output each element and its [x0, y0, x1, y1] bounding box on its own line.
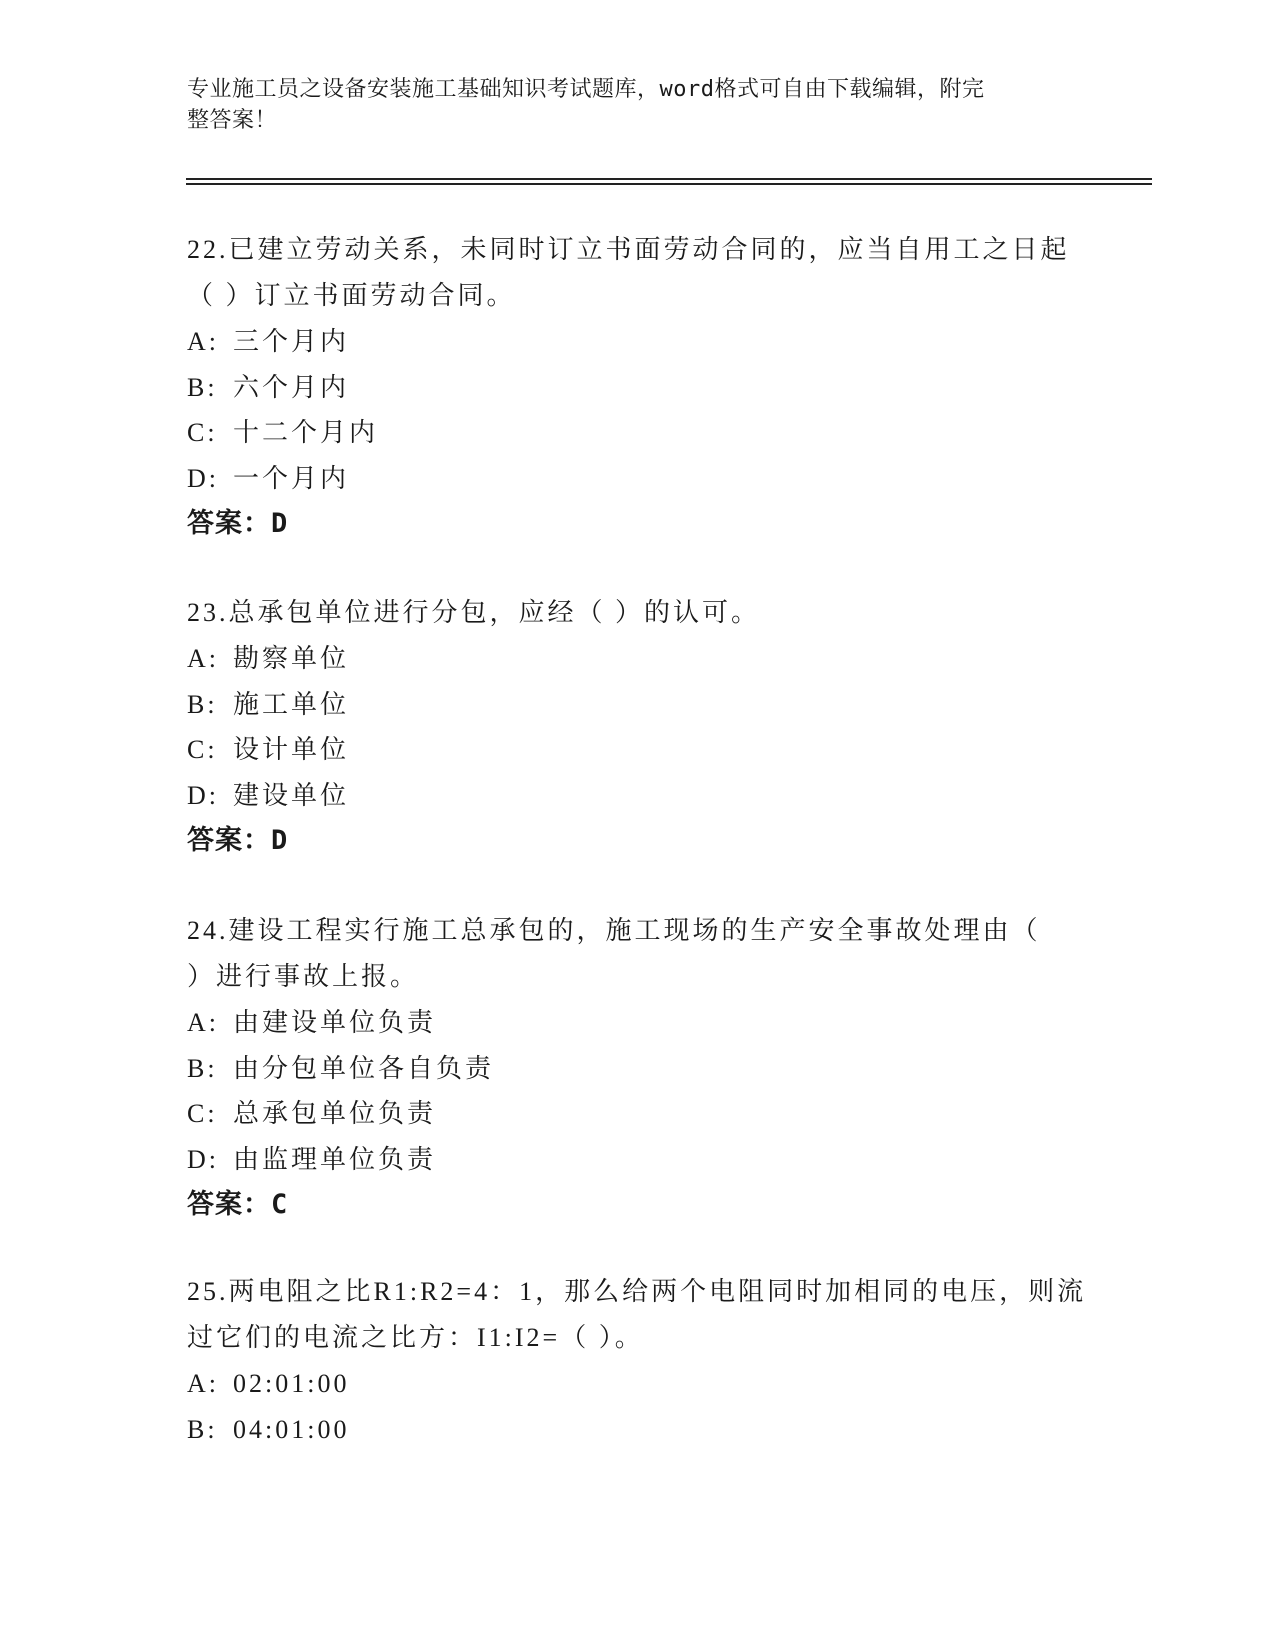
header-line-1: 专业施工员之设备安装施工基础知识考试题库，word格式可自由下载编辑，附完: [187, 77, 985, 102]
option-key: A:: [187, 644, 219, 673]
option-text: 总承包单位负责: [233, 1099, 437, 1128]
option-b: [187, 365, 1087, 411]
option-a: [187, 636, 1087, 682]
option-text: 02:01:00: [233, 1369, 350, 1398]
option-text: 04:01:00: [233, 1414, 350, 1444]
option-d: [187, 1137, 1087, 1183]
option-a: [187, 1361, 1087, 1407]
option-c: [187, 727, 1087, 773]
answer: 答案：D: [187, 508, 289, 539]
option-text: 由监理单位负责: [233, 1144, 437, 1174]
question-stem-line: 过它们的电流之比方：I1:I2=（ ）。: [187, 1323, 644, 1352]
question-25: [187, 1269, 1087, 1452]
option-key: D:: [187, 780, 219, 810]
question-22: [187, 227, 1087, 547]
question-stem-line: （ ）订立书面劳动合同。: [187, 281, 516, 310]
question-24: [187, 908, 1087, 1228]
option-key: A:: [187, 1008, 219, 1037]
option-d: [187, 456, 1087, 502]
option-a: [187, 1000, 1087, 1046]
option-text: 建设单位: [233, 780, 350, 810]
option-text: 十二个月内: [233, 418, 379, 447]
option-b: [187, 1407, 1087, 1453]
option-text: 勘察单位: [233, 644, 350, 673]
answer: 答案：C: [187, 1189, 289, 1220]
option-key: A:: [187, 1369, 219, 1398]
question-stem-line: 22.已建立劳动关系，未同时订立书面劳动合同的，应当自用工之日起: [187, 235, 1070, 264]
header-divider-top: [186, 178, 1152, 180]
option-key: B:: [187, 372, 218, 402]
document-header: [187, 74, 1067, 136]
question-stem-line: 23.总承包单位进行分包，应经（ ）的认可。: [187, 598, 761, 627]
option-text: 施工单位: [233, 689, 350, 719]
option-key: B:: [187, 1414, 218, 1444]
option-text: 设计单位: [233, 735, 350, 764]
option-text: 一个月内: [233, 463, 350, 493]
question-23: [187, 590, 1087, 864]
option-key: B:: [187, 1053, 218, 1083]
option-a: [187, 319, 1087, 365]
option-key: B:: [187, 689, 218, 719]
answer: 答案：D: [187, 825, 289, 856]
option-b: [187, 682, 1087, 728]
question-stem-line: 25.两电阻之比R1:R2=4：1，那么给两个电阻同时加相同的电压，则流: [187, 1277, 1087, 1306]
option-text: 由分包单位各自负责: [233, 1053, 495, 1083]
question-stem-line: ）进行事故上报。: [187, 962, 420, 991]
option-text: 六个月内: [233, 372, 350, 402]
header-line-2: 整答案！: [187, 108, 278, 133]
option-d: [187, 773, 1087, 819]
option-b: [187, 1046, 1087, 1092]
option-c: [187, 1091, 1087, 1137]
header-divider-bottom: [186, 183, 1152, 185]
question-stem-line: 24.建设工程实行施工总承包的，施工现场的生产安全事故处理由（: [187, 916, 1041, 945]
option-key: D:: [187, 463, 219, 493]
option-key: C:: [187, 1099, 218, 1128]
option-text: 由建设单位负责: [233, 1008, 437, 1037]
option-text: 三个月内: [233, 327, 350, 356]
option-key: C:: [187, 418, 218, 447]
option-key: D:: [187, 1144, 219, 1174]
option-c: [187, 410, 1087, 456]
option-key: C:: [187, 735, 218, 764]
option-key: A:: [187, 327, 219, 356]
